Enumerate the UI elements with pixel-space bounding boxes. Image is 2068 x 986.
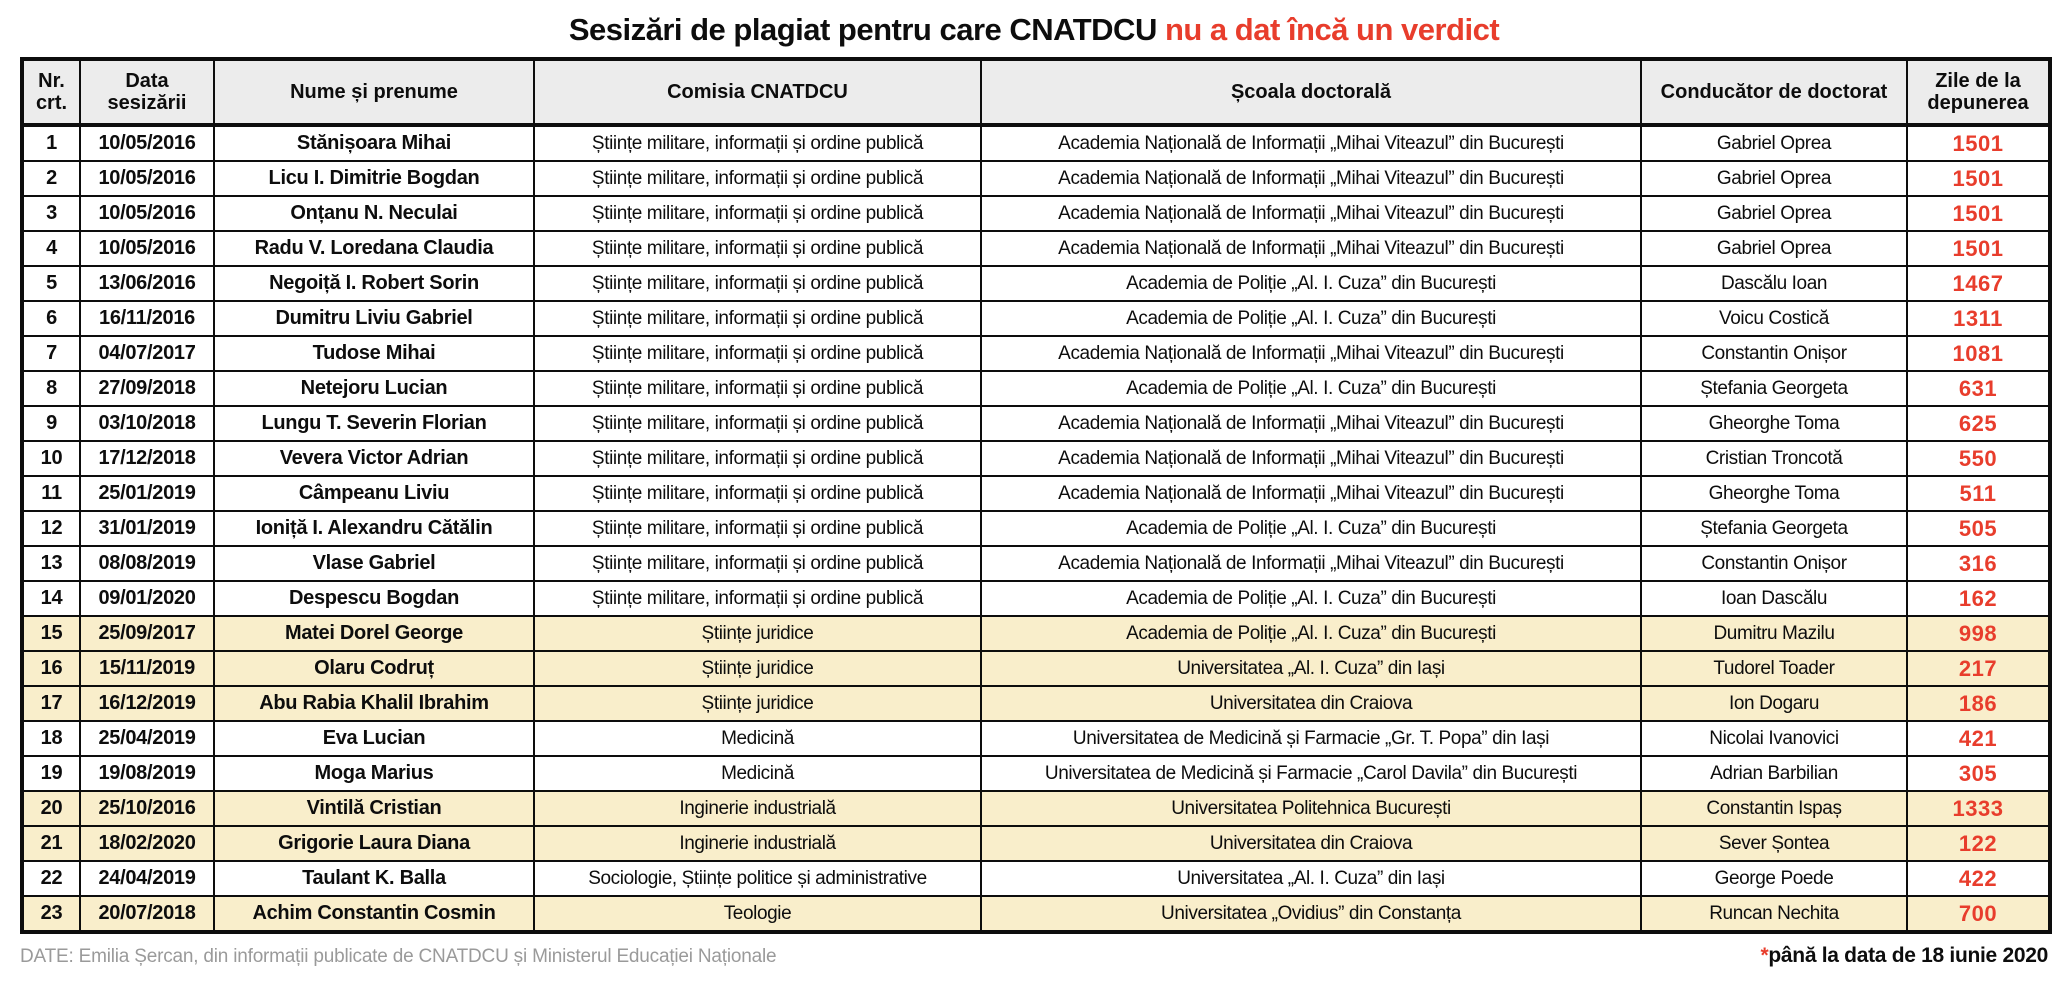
cell-commission: Științe juridice xyxy=(534,651,981,686)
cell-name: Lungu T. Severin Florian xyxy=(214,406,534,441)
cell-date: 10/05/2016 xyxy=(80,196,214,231)
table-body xyxy=(22,125,2050,932)
cell-advisor: Ștefania Georgeta xyxy=(1641,371,1907,406)
cell-date: 17/12/2018 xyxy=(80,441,214,476)
cell-days: 1501 xyxy=(1907,161,2050,196)
cell-advisor: Ion Dogaru xyxy=(1641,686,1907,721)
cell-school: Academia Națională de Informații „Mihai Viteazul” din București xyxy=(981,336,1641,371)
col-header-advisor: Conducător de doctorat xyxy=(1641,59,1907,125)
cell-nr: 3 xyxy=(22,196,80,231)
cell-commission: Medicină xyxy=(534,721,981,756)
table-row xyxy=(22,266,2050,301)
cell-commission: Științe juridice xyxy=(534,616,981,651)
cell-date: 16/12/2019 xyxy=(80,686,214,721)
cell-date: 20/07/2018 xyxy=(80,896,214,932)
cell-date: 24/04/2019 xyxy=(80,861,214,896)
cell-nr: 7 xyxy=(22,336,80,371)
col-header-name: Nume și prenume xyxy=(214,59,534,125)
cell-school: Academia de Poliție „Al. I. Cuza” din București xyxy=(981,581,1641,616)
cell-advisor: Dumitru Mazilu xyxy=(1641,616,1907,651)
cell-nr: 13 xyxy=(22,546,80,581)
cell-days: 162 xyxy=(1907,581,2050,616)
cell-days: 505 xyxy=(1907,511,2050,546)
cell-name: Câmpeanu Liviu xyxy=(214,476,534,511)
cell-name: Vevera Victor Adrian xyxy=(214,441,534,476)
cell-commission: Medicină xyxy=(534,756,981,791)
table-row xyxy=(22,441,2050,476)
cell-commission: Științe militare, informații și ordine publică xyxy=(534,406,981,441)
col-header-days: Zile de la depunerea xyxy=(1907,59,2050,125)
table-row xyxy=(22,896,2050,932)
cell-date: 10/05/2016 xyxy=(80,125,214,161)
cell-nr: 16 xyxy=(22,651,80,686)
table-row xyxy=(22,511,2050,546)
cell-name: Despescu Bogdan xyxy=(214,581,534,616)
cell-date: 18/02/2020 xyxy=(80,826,214,861)
table-row xyxy=(22,161,2050,196)
cell-days: 1501 xyxy=(1907,125,2050,161)
cell-days: 1501 xyxy=(1907,196,2050,231)
cell-commission: Științe militare, informații și ordine publică xyxy=(534,266,981,301)
cell-commission: Științe militare, informații și ordine publică xyxy=(534,441,981,476)
cell-commission: Inginerie industrială xyxy=(534,791,981,826)
cell-advisor: Gabriel Oprea xyxy=(1641,125,1907,161)
cell-nr: 2 xyxy=(22,161,80,196)
page-title xyxy=(0,12,2068,48)
cell-nr: 5 xyxy=(22,266,80,301)
cell-days: 1501 xyxy=(1907,231,2050,266)
cell-commission: Științe militare, informații și ordine publică xyxy=(534,546,981,581)
cell-name: Eva Lucian xyxy=(214,721,534,756)
cell-date: 10/05/2016 xyxy=(80,161,214,196)
cell-advisor: Nicolai Ivanovici xyxy=(1641,721,1907,756)
cell-school: Academia de Poliție „Al. I. Cuza” din București xyxy=(981,616,1641,651)
cell-school: Universitatea de Medicină și Farmacie „Gr. T. Popa” din Iași xyxy=(981,721,1641,756)
cell-school: Universitatea de Medicină și Farmacie „Carol Davila” din București xyxy=(981,756,1641,791)
cell-date: 25/01/2019 xyxy=(80,476,214,511)
col-header-nr: Nr. crt. xyxy=(22,59,80,125)
cell-school: Academia Națională de Informații „Mihai Viteazul” din București xyxy=(981,406,1641,441)
table-row xyxy=(22,301,2050,336)
cell-nr: 21 xyxy=(22,826,80,861)
table-row xyxy=(22,651,2050,686)
table-row xyxy=(22,371,2050,406)
table-row xyxy=(22,686,2050,721)
table-row xyxy=(22,476,2050,511)
title-black-part: Sesizări de plagiat pentru care CNATDCU xyxy=(568,12,1165,47)
cell-nr: 1 xyxy=(22,125,80,161)
cell-days: 217 xyxy=(1907,651,2050,686)
cell-name: Vlase Gabriel xyxy=(214,546,534,581)
cell-date: 31/01/2019 xyxy=(80,511,214,546)
cell-days: 1467 xyxy=(1907,266,2050,301)
cell-date: 25/10/2016 xyxy=(80,791,214,826)
cell-name: Grigorie Laura Diana xyxy=(214,826,534,861)
cell-days: 422 xyxy=(1907,861,2050,896)
cell-advisor: Constantin Ispaș xyxy=(1641,791,1907,826)
col-header-date: Data sesizării xyxy=(80,59,214,125)
table-row xyxy=(22,826,2050,861)
cell-commission: Științe militare, informații și ordine publică xyxy=(534,125,981,161)
cell-advisor: Cristian Troncotă xyxy=(1641,441,1907,476)
cell-school: Universitatea „Ovidius” din Constanța xyxy=(981,896,1641,932)
cell-days: 1311 xyxy=(1907,301,2050,336)
cell-nr: 8 xyxy=(22,371,80,406)
cell-days: 421 xyxy=(1907,721,2050,756)
table-row xyxy=(22,231,2050,266)
plagiarism-table xyxy=(20,57,2052,934)
cell-advisor: Dascălu Ioan xyxy=(1641,266,1907,301)
cell-nr: 15 xyxy=(22,616,80,651)
cell-school: Universitatea „Al. I. Cuza” din Iași xyxy=(981,861,1641,896)
cell-name: Moga Marius xyxy=(214,756,534,791)
cell-name: Dumitru Liviu Gabriel xyxy=(214,301,534,336)
cell-advisor: George Poede xyxy=(1641,861,1907,896)
cell-advisor: Ioan Dascălu xyxy=(1641,581,1907,616)
cell-nr: 17 xyxy=(22,686,80,721)
cell-date: 27/09/2018 xyxy=(80,371,214,406)
cell-nr: 19 xyxy=(22,756,80,791)
cell-commission: Științe militare, informații și ordine publică xyxy=(534,336,981,371)
cell-date: 25/09/2017 xyxy=(80,616,214,651)
cell-school: Universitatea „Al. I. Cuza” din Iași xyxy=(981,651,1641,686)
cell-date: 04/07/2017 xyxy=(80,336,214,371)
cell-date: 08/08/2019 xyxy=(80,546,214,581)
cell-advisor: Constantin Onișor xyxy=(1641,546,1907,581)
table-row xyxy=(22,721,2050,756)
cell-date: 19/08/2019 xyxy=(80,756,214,791)
cell-school: Universitatea Politehnica București xyxy=(981,791,1641,826)
table-row xyxy=(22,125,2050,161)
cell-advisor: Gheorghe Toma xyxy=(1641,406,1907,441)
cell-commission: Științe militare, informații și ordine publică xyxy=(534,476,981,511)
cell-days: 631 xyxy=(1907,371,2050,406)
cell-nr: 22 xyxy=(22,861,80,896)
cell-nr: 20 xyxy=(22,791,80,826)
source-credit: DATE: Emilia Șercan, din informații publicate de CNATDCU și Ministerul Educației Naționale xyxy=(20,946,777,967)
table-row xyxy=(22,546,2050,581)
table-row xyxy=(22,756,2050,791)
cell-days: 1333 xyxy=(1907,791,2050,826)
cell-advisor: Voicu Costică xyxy=(1641,301,1907,336)
cell-nr: 6 xyxy=(22,301,80,336)
cell-days: 700 xyxy=(1907,896,2050,932)
cell-commission: Științe militare, informații și ordine publică xyxy=(534,196,981,231)
title-red-part: nu a dat încă un verdict xyxy=(1164,12,1500,47)
cell-name: Taulant K. Balla xyxy=(214,861,534,896)
col-header-school: Școala doctorală xyxy=(981,59,1641,125)
cell-school: Academia Națională de Informații „Mihai Viteazul” din București xyxy=(981,125,1641,161)
cell-name: Licu I. Dimitrie Bogdan xyxy=(214,161,534,196)
cell-name: Negoiță I. Robert Sorin xyxy=(214,266,534,301)
cell-advisor: Sever Șontea xyxy=(1641,826,1907,861)
cell-nr: 12 xyxy=(22,511,80,546)
cell-school: Academia Națională de Informații „Mihai Viteazul” din București xyxy=(981,196,1641,231)
cell-school: Academia de Poliție „Al. I. Cuza” din București xyxy=(981,266,1641,301)
cell-days: 1081 xyxy=(1907,336,2050,371)
cell-nr: 18 xyxy=(22,721,80,756)
cell-advisor: Adrian Barbilian xyxy=(1641,756,1907,791)
cell-name: Achim Constantin Cosmin xyxy=(214,896,534,932)
cell-advisor: Ștefania Georgeta xyxy=(1641,511,1907,546)
cell-name: Radu V. Loredana Claudia xyxy=(214,231,534,266)
cell-school: Academia de Poliție „Al. I. Cuza” din București xyxy=(981,371,1641,406)
cell-school: Academia Națională de Informații „Mihai Viteazul” din București xyxy=(981,441,1641,476)
cell-name: Ioniță I. Alexandru Cătălin xyxy=(214,511,534,546)
cell-commission: Științe militare, informații și ordine publică xyxy=(534,511,981,546)
cell-date: 13/06/2016 xyxy=(80,266,214,301)
cell-school: Academia de Poliție „Al. I. Cuza” din București xyxy=(981,301,1641,336)
cell-date: 03/10/2018 xyxy=(80,406,214,441)
cell-advisor: Constantin Onișor xyxy=(1641,336,1907,371)
table-row xyxy=(22,196,2050,231)
cell-name: Netejoru Lucian xyxy=(214,371,534,406)
header-row xyxy=(22,59,2050,125)
cell-nr: 4 xyxy=(22,231,80,266)
table-header xyxy=(22,59,2050,125)
cell-commission: Științe juridice xyxy=(534,686,981,721)
cell-date: 10/05/2016 xyxy=(80,231,214,266)
cell-date: 15/11/2019 xyxy=(80,651,214,686)
table-row xyxy=(22,581,2050,616)
cell-name: Abu Rabia Khalil Ibrahim xyxy=(214,686,534,721)
cell-school: Academia Națională de Informații „Mihai Viteazul” din București xyxy=(981,476,1641,511)
cell-name: Vintilă Cristian xyxy=(214,791,534,826)
cell-days: 625 xyxy=(1907,406,2050,441)
cell-commission: Științe militare, informații și ordine publică xyxy=(534,231,981,266)
cell-name: Stănișoara Mihai xyxy=(214,125,534,161)
cell-commission: Științe militare, informații și ordine publică xyxy=(534,371,981,406)
footnote xyxy=(1761,944,2048,968)
cell-commission: Inginerie industrială xyxy=(534,826,981,861)
table-row xyxy=(22,336,2050,371)
cell-school: Universitatea din Craiova xyxy=(981,686,1641,721)
cell-name: Matei Dorel George xyxy=(214,616,534,651)
cell-school: Academia Națională de Informații „Mihai Viteazul” din București xyxy=(981,546,1641,581)
cell-advisor: Gabriel Oprea xyxy=(1641,196,1907,231)
table-row xyxy=(22,861,2050,896)
cell-advisor: Runcan Nechita xyxy=(1641,896,1907,932)
cell-school: Academia Națională de Informații „Mihai Viteazul” din București xyxy=(981,161,1641,196)
table-row xyxy=(22,406,2050,441)
cell-days: 305 xyxy=(1907,756,2050,791)
cell-date: 09/01/2020 xyxy=(80,581,214,616)
cell-nr: 10 xyxy=(22,441,80,476)
cell-date: 25/04/2019 xyxy=(80,721,214,756)
cell-name: Onțanu N. Neculai xyxy=(214,196,534,231)
cell-nr: 11 xyxy=(22,476,80,511)
cell-advisor: Gheorghe Toma xyxy=(1641,476,1907,511)
cell-days: 186 xyxy=(1907,686,2050,721)
cell-nr: 9 xyxy=(22,406,80,441)
cell-commission: Sociologie, Științe politice și administrative xyxy=(534,861,981,896)
cell-school: Academia Națională de Informații „Mihai Viteazul” din București xyxy=(981,231,1641,266)
cell-days: 550 xyxy=(1907,441,2050,476)
cell-days: 316 xyxy=(1907,546,2050,581)
cell-advisor: Gabriel Oprea xyxy=(1641,161,1907,196)
footnote-text: până la data de 18 iunie 2020 xyxy=(1768,944,2048,967)
cell-commission: Științe militare, informații și ordine publică xyxy=(534,581,981,616)
cell-school: Academia de Poliție „Al. I. Cuza” din București xyxy=(981,511,1641,546)
table-row xyxy=(22,616,2050,651)
cell-days: 122 xyxy=(1907,826,2050,861)
cell-advisor: Tudorel Toader xyxy=(1641,651,1907,686)
cell-commission: Științe militare, informații și ordine publică xyxy=(534,161,981,196)
cell-name: Tudose Mihai xyxy=(214,336,534,371)
cell-school: Universitatea din Craiova xyxy=(981,826,1641,861)
cell-date: 16/11/2016 xyxy=(80,301,214,336)
cell-commission: Științe militare, informații și ordine publică xyxy=(534,301,981,336)
cell-nr: 14 xyxy=(22,581,80,616)
cell-days: 511 xyxy=(1907,476,2050,511)
cell-nr: 23 xyxy=(22,896,80,932)
cell-commission: Teologie xyxy=(534,896,981,932)
cell-days: 998 xyxy=(1907,616,2050,651)
footnote-asterisk: * xyxy=(1760,944,1769,967)
cell-name: Olaru Codruț xyxy=(214,651,534,686)
cell-advisor: Gabriel Oprea xyxy=(1641,231,1907,266)
col-header-commission: Comisia CNATDCU xyxy=(534,59,981,125)
table-row xyxy=(22,791,2050,826)
